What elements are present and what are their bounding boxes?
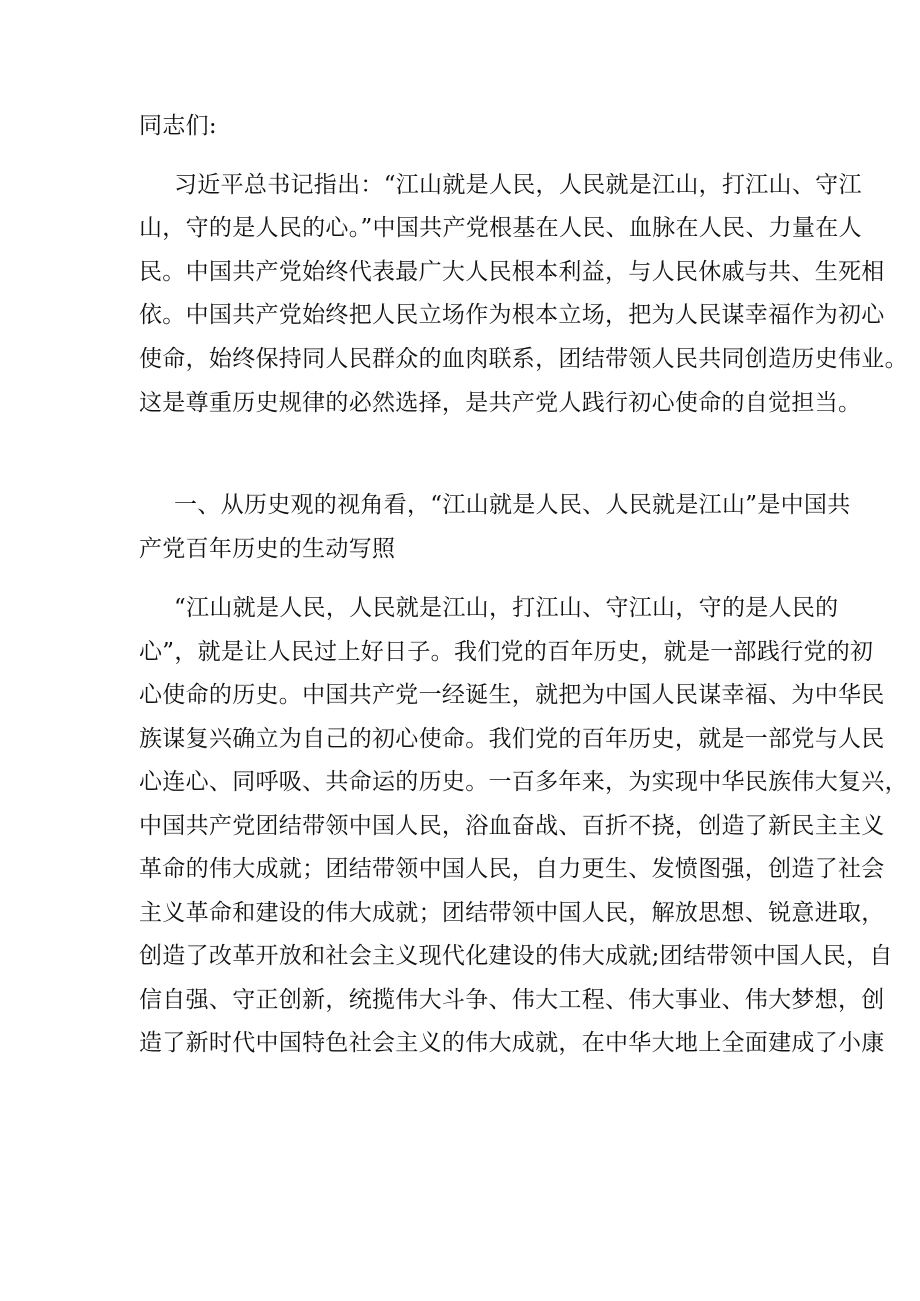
paragraph-2-line: 心”，就是让人民过上好日子。我们党的百年历史，就是一部践行党的初 [139,639,874,665]
paragraph-2-line: 主义革命和建设的伟大成就；团结带领中国人民，解放思想、锐意进取， [139,900,885,926]
section-heading-line: 一、从历史观的视角看，“江山就是人民、人民就是江山”是中国共 [174,492,851,518]
paragraph-2-line: 造了新时代中国特色社会主义的伟大成就，在中华大地上全面建成了小康 [139,1030,885,1056]
paragraph-2-line: 中国共产党团结带领中国人民，浴血奋战、百折不挠，创造了新民主主义 [139,813,885,839]
paragraph-1-line: 依。中国共产党始终把人民立场作为根本立场，把为人民谋幸福作为初心 [139,302,885,328]
salutation: 同志们: [139,113,217,139]
paragraph-2-line: “江山就是人民，人民就是江山，打江山、守江山，守的是人民的 [174,595,839,621]
paragraph-1-line: 这是尊重历史规律的必然选择，是共产党人践行初心使命的自觉担当。 [139,390,862,416]
paragraph-1-line: 民。中国共产党始终代表最广大人民根本利益，与人民休戚与共、生死相 [139,259,885,285]
paragraph-2-line: 创造了改革开放和社会主义现代化建设的伟大成就;团结带领中国人民，自 [139,943,893,969]
paragraph-1-line: 习近平总书记指出：“江山就是人民，人民就是江山，打江山、守江 [174,172,862,198]
paragraph-2-line: 信自强、守正创新，统揽伟大斗争、伟大工程、伟大事业、伟大梦想，创 [139,987,885,1013]
paragraph-2-line: 心连心、同呼吸、共命运的历史。一百多年来，为实现中华民族伟大复兴， [139,769,908,795]
section-heading-line: 产党百年历史的生动写照 [139,536,396,562]
paragraph-2-line: 心使命的历史。中国共产党一经诞生，就把为中国人民谋幸福、为中华民 [139,682,885,708]
paragraph-2-line: 革命的伟大成就；团结带领中国人民，自力更生、发愤图强，创造了社会 [139,856,885,882]
paragraph-2-line: 族谋复兴确立为自己的初心使命。我们党的百年历史，就是一部党与人民 [139,726,885,752]
paragraph-1-line: 山，守的是人民的心。”中国共产党根基在人民、血脉在人民、力量在人 [139,215,862,241]
paragraph-1-line: 使命，始终保持同人民群众的血肉联系，团结带领人民共同创造历史伟业。 [139,346,908,372]
